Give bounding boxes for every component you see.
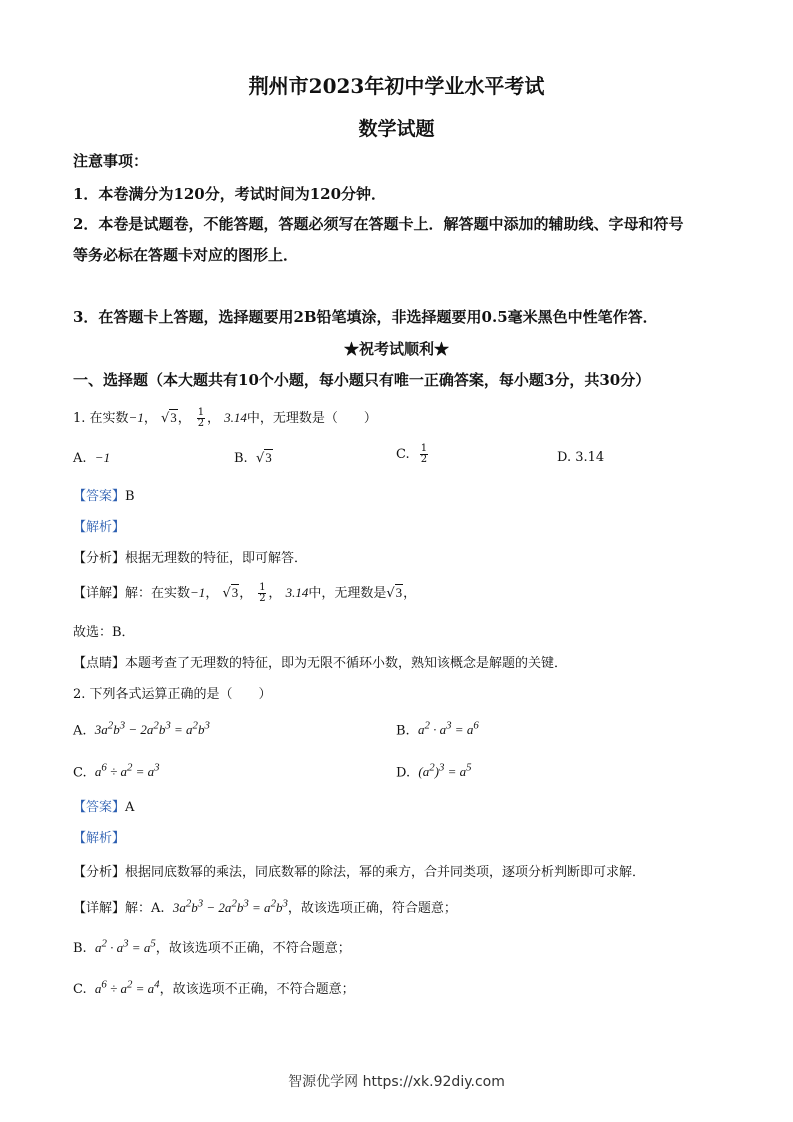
q2-option-a: A. $3a^2b^3 - 2a^2b^3 = a^2b^3$ bbox=[73, 720, 210, 739]
q1-option-b: B. √3 bbox=[234, 450, 272, 466]
notice-item-3: 3．在答题卡上答题，选择题要用2B铅笔填涂，非选择题要用0.5毫米黑色中性笔作答． bbox=[73, 308, 658, 326]
q2-stem: 2. 下列各式运算正确的是（ ） bbox=[73, 687, 272, 702]
notice-item-2b: 等务必标在答题卡对应的图形上． bbox=[73, 246, 299, 264]
q2-option-b: B. $a^2 \cdot a^3 = a^6$ bbox=[396, 720, 479, 739]
q2-option-d: D. $(a^2)^3 = a^5$ bbox=[396, 762, 472, 781]
q1-option-d: D. 3.14 bbox=[557, 450, 605, 465]
q1-fenxi: 【分析】根据无理数的特征，即可解答． bbox=[73, 551, 308, 566]
q1-answer: 【答案】B bbox=[73, 489, 135, 504]
good-luck: ★祝考试顺利★ bbox=[343, 340, 449, 358]
q2-analysis-tag: 【解析】 bbox=[73, 831, 126, 846]
notice-item-2a: 2．本卷是试题卷，不能答题，答题必须写在答题卡上．解答题中添加的辅助线、字母和符号 bbox=[73, 215, 684, 233]
q1-option-a: A. −1 bbox=[73, 450, 111, 466]
q2-option-c: C. $a^6 \div a^2 = a^3$ bbox=[73, 762, 160, 781]
q2-xiangjie: 【详解】解：A. $3a^2b^3 - 2a^2b^3 = a^2b^3$，故该选项正确，符合题意； bbox=[73, 897, 457, 916]
q2-detail-b: B. $a^2 \cdot a^3 = a^5$，故该选项不正确，不符合题意； bbox=[73, 937, 351, 956]
q2-fenxi: 【分析】根据同底数幂的乘法，同底数幂的除法，幂的乘方，合并同类项，逐项分析判断即可求解． bbox=[73, 865, 646, 880]
q1-analysis-tag: 【解析】 bbox=[73, 520, 126, 535]
q1-stem: 1. 在实数−1， √3， $\frac{1}{2}$ ， 3.14中，无理数是（ ） bbox=[73, 407, 377, 429]
q1-xiangjie: 【详解】解：在实数−1， √3， $\frac{1}{2}$ ， 3.14中，无理数是√3， bbox=[73, 582, 417, 604]
q1-option-c: C. $\frac{1}{2}$ bbox=[396, 443, 428, 465]
q1-dianjing: 【点睛】本题考查了无理数的特征，即为无限不循环小数，熟知该概念是解题的关键． bbox=[73, 656, 568, 671]
section-heading: 一、选择题（本大题共有10个小题，每小题只有唯一正确答案，每小题3分，共30分） bbox=[73, 371, 651, 389]
page-title: 荆州市2023年初中学业水平考试 bbox=[248, 74, 545, 98]
page-subtitle: 数学试题 bbox=[358, 118, 435, 140]
q2-answer: 【答案】A bbox=[73, 800, 135, 815]
footer-watermark: 智源优学网 https://xk.92diy.com bbox=[288, 1074, 505, 1090]
notice-item-1: 1．本卷满分为120分，考试时间为120分钟． bbox=[73, 185, 387, 203]
notice-heading: 注意事项： bbox=[73, 152, 149, 170]
q2-detail-c: C. $a^6 \div a^2 = a^4$，故该选项不正确，不符合题意； bbox=[73, 978, 355, 997]
q1-conclusion: 故选：B． bbox=[73, 625, 135, 640]
